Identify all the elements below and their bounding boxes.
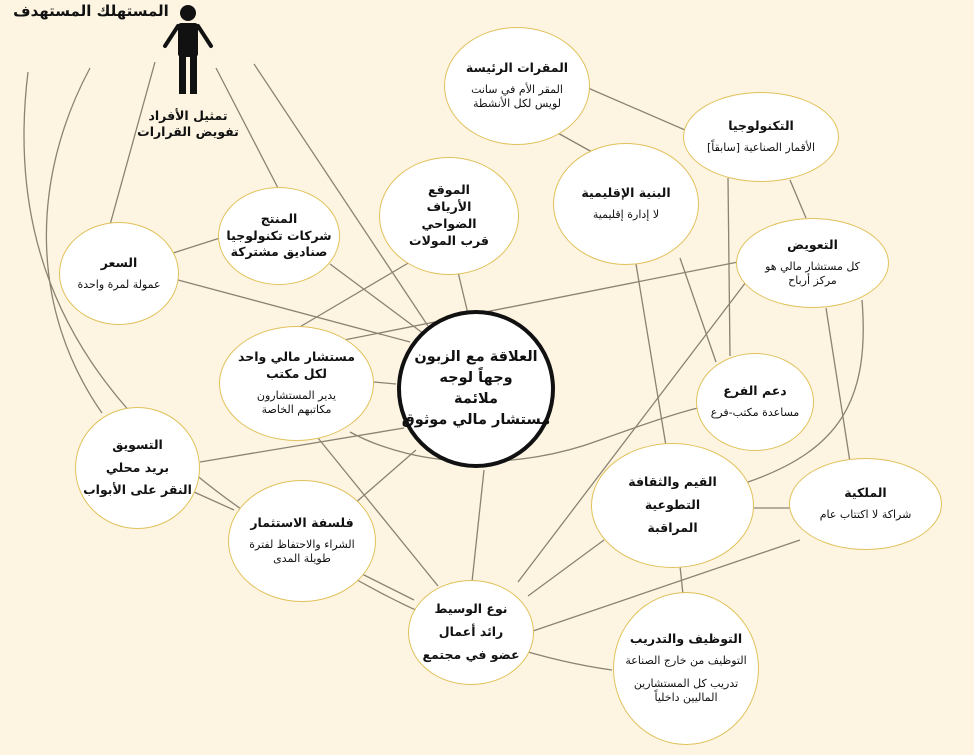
link-advisor-center (374, 382, 396, 384)
node-title: الموقع (428, 182, 470, 198)
link-tech-compensation (790, 180, 806, 218)
representation-line: تمثيل الأفراد (148, 108, 228, 123)
link-target-price (108, 62, 155, 232)
one-advisor-per-office-node (219, 326, 374, 441)
values-culture-node (591, 443, 754, 568)
node-title: الملكية (844, 485, 887, 501)
compensation-node (736, 218, 889, 308)
node-line: شركات تكنولوجيا (226, 227, 332, 243)
link-hq-regional (556, 132, 592, 152)
node-line: لويس لكل الأنشطة (473, 97, 561, 111)
center-line: مستشار مالي موثوق (401, 412, 551, 429)
node-line: عمولة لمرة واحدة (77, 277, 161, 291)
node-title: التعويض (787, 236, 838, 252)
node-title: دعم الفرع (723, 383, 787, 399)
node-line: المراقبة (647, 519, 698, 535)
node-line: التوظيف من خارج الصناعة (625, 653, 747, 667)
node-line: بريد محلي (105, 459, 170, 475)
target-consumer-title: المستهلك المستهدف (13, 2, 169, 20)
node-line: التطوعية (644, 497, 701, 513)
node-title: نوع الوسيط (434, 601, 508, 617)
node-line: مكاتبهم الخاصة (261, 403, 332, 417)
node-title: البنية الإقليمية (581, 185, 671, 201)
node-title: مستشار مالي واحد لكل مكتب (238, 348, 355, 381)
node-title: التكنولوجيا (728, 118, 794, 134)
node-line: مساعدة مكتب-فرع (710, 406, 800, 420)
link-values-broker (528, 540, 604, 596)
link-location-center (458, 272, 468, 314)
node-line: تدريب كل المستشارين (633, 676, 739, 690)
representation-line: تفويض القرارات (137, 124, 239, 140)
node-line: مركز أرباح (788, 274, 837, 288)
node-title: المنتج (260, 210, 298, 226)
node-line: الأقمار الصناعية [سابقاً] (706, 141, 816, 155)
link-compensation-advisor (344, 262, 738, 340)
link-compensation-ownership (826, 308, 850, 462)
node-line: لا إدارة إقليمية (592, 208, 660, 222)
node-line: الماليين داخلياً (654, 691, 718, 705)
link-marketing-philosophy (194, 492, 234, 510)
node-title: التوظيف والتدريب (629, 630, 743, 646)
node-line: الأرياف (426, 199, 472, 215)
investment-philosophy-node (228, 480, 376, 602)
node-title: القيم والثقافة (628, 474, 717, 490)
node-line: كل مستشار مالي هو (765, 259, 860, 273)
center-line: وجهاً لوجه (439, 369, 513, 386)
customer-relationship-center-node (397, 310, 555, 468)
branch-support-node (696, 353, 814, 451)
node-line: النقر على الأبواب (83, 482, 192, 498)
center-line: العلاقة مع الزبون (414, 348, 538, 365)
technology-node (683, 92, 839, 182)
node-line: شراكة لا اكتتاب عام (819, 508, 912, 522)
center-line: ملائمة (454, 391, 498, 407)
node-title: المقرات الرئيسة (465, 59, 569, 75)
person-icon (160, 4, 216, 96)
regional-structure-node (553, 143, 699, 265)
node-line: الشراء والاحتفاظ لفترة (249, 537, 355, 551)
ownership-node (789, 458, 942, 550)
link-tech-branch (728, 178, 730, 356)
location-node (379, 157, 519, 275)
node-line: قرب المولات (409, 232, 489, 248)
link-center-philosophy (354, 450, 416, 504)
node-line: الضواحي (421, 216, 477, 231)
link-regional-branch (680, 258, 716, 362)
node-title: التسويق (112, 436, 163, 452)
product-node (218, 187, 340, 285)
headquarters-node (444, 27, 590, 145)
node-line: عضو في مجتمع (422, 646, 520, 662)
node-title: السعر (100, 254, 138, 270)
representation-label (128, 108, 248, 141)
node-line: صناديق مشتركة (230, 244, 328, 260)
link-product-price (170, 238, 220, 254)
price-node (59, 222, 179, 325)
marketing-node (75, 407, 200, 529)
node-line: طويلة المدى (273, 552, 331, 566)
link-hq-tech (588, 88, 685, 130)
node-line: المقر الأم في سانت (471, 82, 563, 96)
hiring-training-node (613, 592, 759, 745)
node-line: رائد أعمال (438, 624, 504, 640)
link-center-broker (472, 470, 484, 582)
node-title: فلسفة الاستثمار (250, 514, 354, 530)
broker-type-node (408, 580, 534, 685)
node-line: يدير المستشارون (256, 388, 337, 402)
